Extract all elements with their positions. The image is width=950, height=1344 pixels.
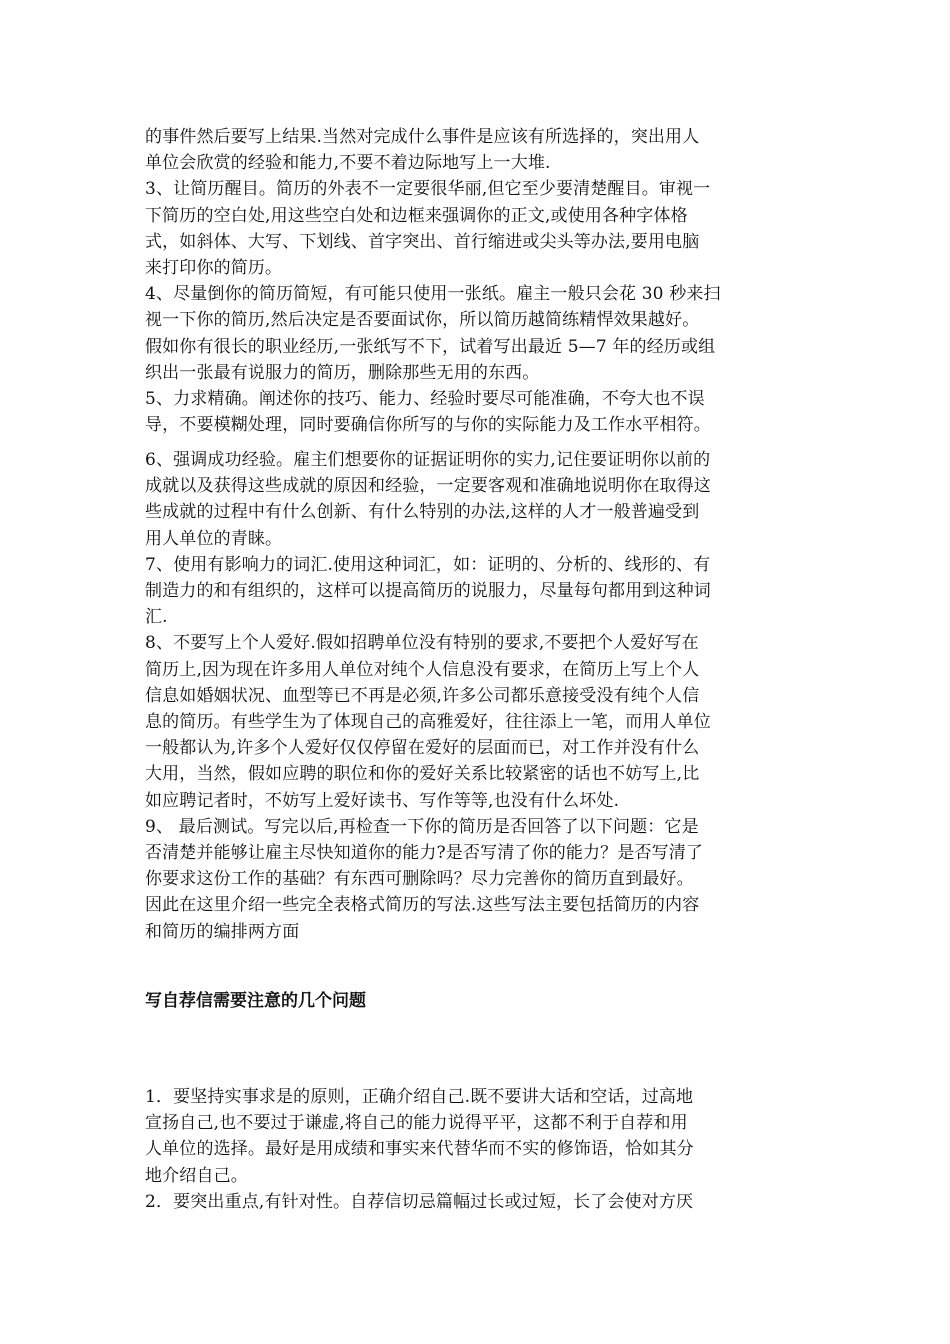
text-line: 如应聘记者时，不妨写上爱好读书、写作等等,也没有什么坏处. [145, 790, 620, 811]
text-line: 4、尽量倒你的简历简短，有可能只使用一张纸。雇主一般只会花 30 秒来扫 [145, 284, 721, 305]
text-line: 7、使用有影响力的词汇.使用这种词汇，如：证明的、分析的、线形的、有 [145, 554, 711, 575]
text-line: 一般都认为,许多个人爱好仅仅停留在爱好的层面而已，对工作并没有什么 [145, 738, 700, 759]
text-line: 人单位的选择。最好是用成绩和事实来代替华而不实的修饰语，恰如其分 [145, 1139, 694, 1160]
text-line: 9、 最后测试。写完以后,再检查一下你的简历是否回答了以下问题：它是 [145, 816, 699, 837]
text-line: 视一下你的简历,然后决定是否要面试你，所以简历越简练精悍效果越好。 [145, 310, 700, 331]
text-line: 用人单位的青睐。 [145, 528, 283, 549]
cover-letter-tips-section [145, 1084, 785, 1215]
text-line: 单位会欣赏的经验和能力,不要不着边际地写上一大堆. [145, 153, 551, 174]
text-line: 和简历的编排两方面 [145, 921, 300, 942]
section-heading: 写自荐信需要注意的几个问题 [145, 991, 366, 1011]
text-line: 些成就的过程中有什么创新、有什么特别的办法,这样的人才一般普遍受到 [145, 502, 700, 523]
text-line: 息的简历。有些学生为了体现自己的高雅爱好，往往添上一笔，而用人单位 [145, 712, 711, 733]
text-line: 1．要坚持实事求是的原则，正确介绍自己.既不要讲大话和空话，过高地 [145, 1087, 694, 1107]
text-line: 来打印你的简历。 [145, 258, 283, 279]
text-line: 5、力求精确。阐述你的技巧、能力、经验时要尽可能准确，不夸大也不误 [145, 389, 705, 410]
text-line: 因此在这里介绍一些完全表格式简历的写法.这些写法主要包括简历的内容 [145, 895, 700, 916]
text-line: 制造力的和有组织的，这样可以提高简历的说服力，尽量每句都用到这种词 [145, 581, 711, 602]
text-line: 简历上,因为现在许多用人单位对纯个人信息没有要求，在简历上写上个人 [145, 659, 700, 680]
text-line: 你要求这份工作的基础？有东西可删除吗？尽力完善你的简历直到最好。 [145, 869, 694, 890]
text-line: 导，不要模糊处理，同时要确信你所写的与你的实际能力及工作水平相符。 [145, 415, 711, 436]
text-line: 地介绍自己。 [145, 1165, 248, 1186]
text-line: 织出一张最有说服力的简历，删除那些无用的东西。 [145, 362, 540, 383]
text-line: 假如你有很长的职业经历,一张纸写不下，试着写出最近 5—7 年的经历或组 [145, 336, 716, 357]
text-line: 6、强调成功经验。雇主们想要你的证据证明你的实力,记住要证明你以前的 [145, 450, 711, 470]
text-line: 8、不要写上个人爱好.假如招聘单位没有特别的要求,不要把个人爱好写在 [145, 633, 699, 654]
text-line: 成就以及获得这些成就的原因和经验，一定要客观和准确地说明你在取得这 [145, 476, 711, 497]
text-line: 下简历的空白处,用这些空白处和边框来强调你的正文,或使用各种字体格 [145, 205, 688, 226]
text-line: 3、让简历醒目。简历的外表不一定要很华丽,但它至少要清楚醒目。审视一 [145, 179, 711, 200]
text-line: 宣扬自己,也不要过于谦虚,将自己的能力说得平平，这都不利于自荐和用 [145, 1113, 688, 1134]
text-line: 否清楚并能够让雇主尽快知道你的能力?是否写清了你的能力？是否写清了 [145, 843, 704, 864]
text-line: 汇. [145, 607, 168, 628]
text-line: 的事件然后要写上结果.当然对完成什么事件是应该有所选择的，突出用人 [145, 127, 700, 147]
text-line: 式，如斜体、大写、下划线、首字突出、首行缩进或尖头等办法,要用电脑 [145, 231, 700, 252]
resume-tips-section-2 [145, 447, 785, 945]
text-line: 信息如婚姻状况、血型等已不再是必须,许多公司都乐意接受没有纯个人信 [145, 685, 700, 706]
text-line: 大用，当然，假如应聘的职位和你的爱好关系比较紧密的话也不妨写上,比 [145, 764, 700, 785]
resume-tips-section-1 [145, 124, 785, 438]
text-line: 2．要突出重点,有针对性。自荐信切忌篇幅过长或过短，长了会使对方厌 [145, 1191, 694, 1212]
